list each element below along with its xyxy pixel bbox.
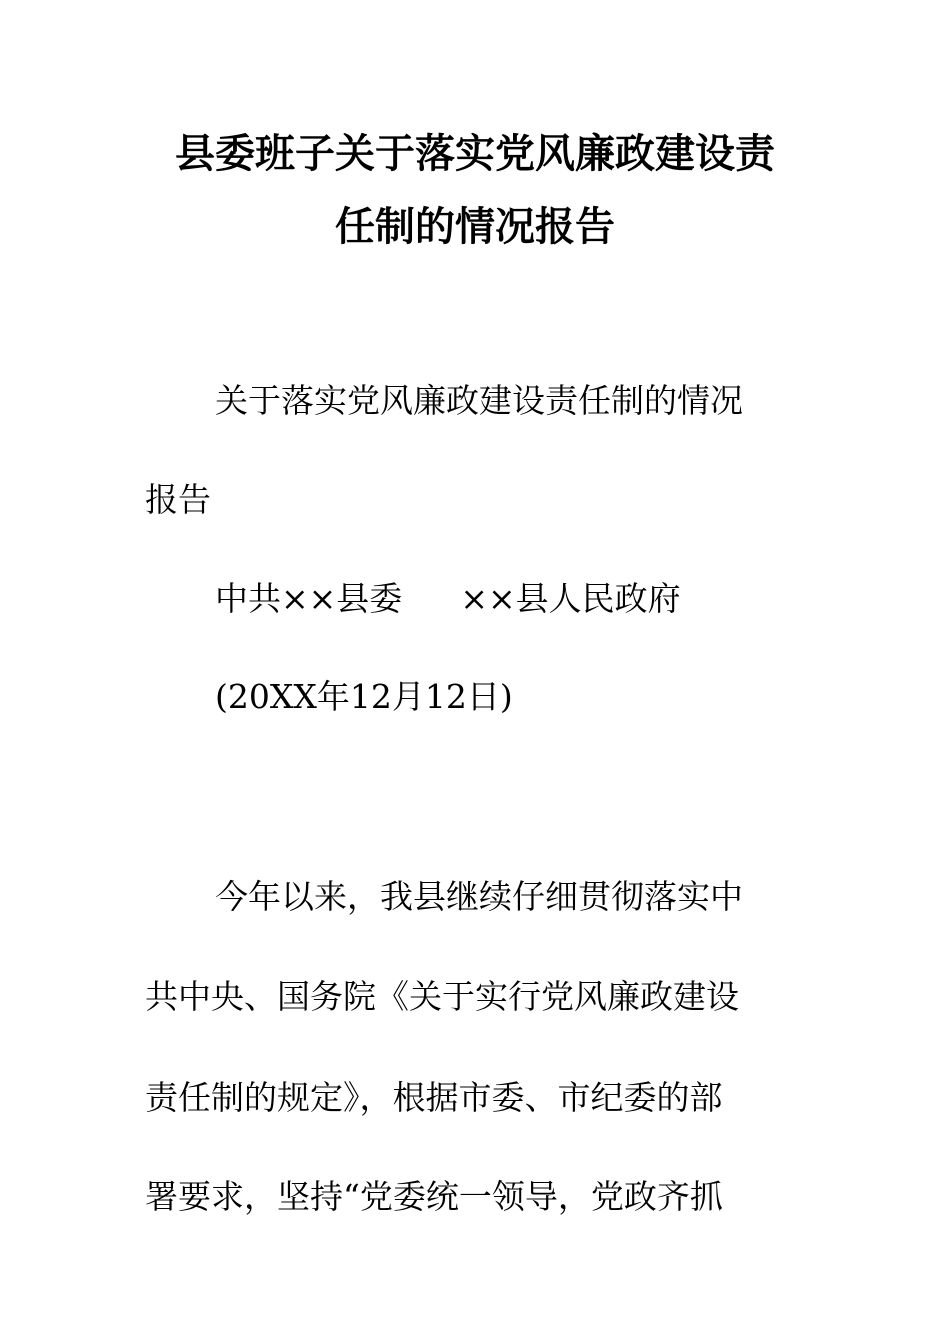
body-line-3: 责任制的规定》，根据市委、市纪委的部 bbox=[145, 1078, 723, 1117]
body-line-2: 共中央、国务院《关于实行党风廉政建设 bbox=[145, 977, 739, 1016]
body-line-4: 署要求，坚持“党委统一领导，党政齐抓 bbox=[145, 1177, 723, 1216]
issuer-government: ××县人民政府 bbox=[460, 579, 681, 618]
issuer-party: 中共××县委 bbox=[215, 579, 403, 618]
issuer-line bbox=[215, 579, 681, 619]
report-date: (20XX年12月12日) bbox=[215, 677, 513, 716]
body-line-1: 今年以来，我县继续仔细贯彻落实中 bbox=[215, 877, 743, 916]
report-subtitle-line-2: 报告 bbox=[145, 480, 211, 519]
report-subtitle-line-1: 关于落实党风廉政建设责任制的情况 bbox=[215, 381, 743, 420]
document-title-line-2: 任制的情况报告 bbox=[335, 204, 615, 250]
document-title-line-1: 县委班子关于落实党风廉政建设责 bbox=[175, 131, 775, 177]
